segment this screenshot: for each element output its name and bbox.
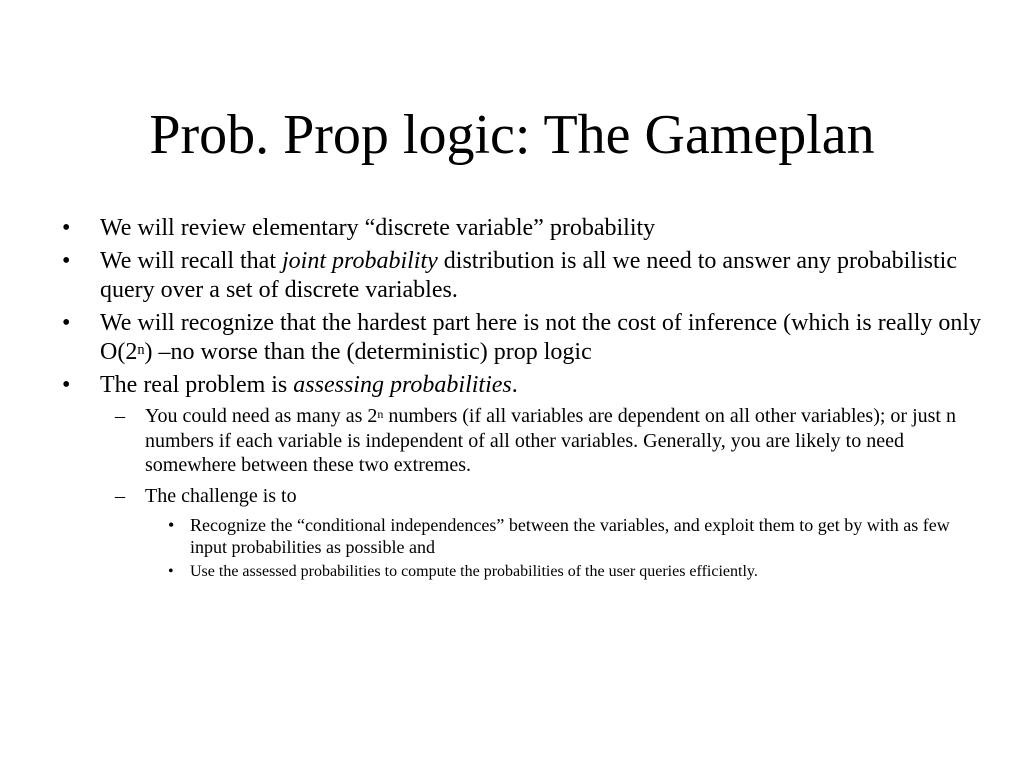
bullet-marker: • (62, 372, 71, 398)
sub-bullet-item (62, 404, 982, 478)
superscript: n (137, 342, 145, 358)
superscript: n (377, 407, 384, 421)
bullet-text-part: ) –no worse than the (deterministic) prop logic (144, 339, 592, 365)
sub-sub-bullet-item (62, 514, 982, 558)
bullet-marker: • (168, 515, 175, 535)
bullet-marker: • (62, 248, 71, 274)
slide-content (62, 214, 982, 586)
bullet-text-part: . (511, 372, 518, 398)
bullet-item (62, 214, 982, 243)
bullet-text-part: The real problem is (100, 372, 294, 398)
bullet-marker: • (62, 310, 71, 336)
bullet-item (62, 309, 982, 367)
sub-bullet-item (62, 484, 982, 509)
bullet-text: We will review elementary “discrete variable” probability (100, 215, 656, 241)
bullet-marker: • (62, 215, 71, 241)
dash-marker: – (115, 484, 125, 507)
emphasis-text: joint probability (282, 248, 438, 274)
bullet-item (62, 371, 982, 400)
dash-marker: – (115, 405, 125, 427)
bullet-marker: • (168, 563, 174, 580)
slide-title: Prob. Prop logic: The Gameplan (149, 104, 875, 166)
sub-sub-bullet-text: Recognize the “conditional independences” between the variables, and exploit them to get by with as few input probabilities as possible and (190, 515, 950, 557)
emphasis-text: assessing probabilities (293, 372, 512, 398)
bullet-text-part: We will recall that (100, 248, 282, 274)
sub-sub-bullet-item (62, 562, 982, 582)
sub-sub-bullet-text: Use the assessed probabilities to compute the probabilities of the user queries efficiently. (190, 563, 758, 580)
sub-bullet-text-part: You could need as many as 2 (145, 405, 378, 427)
bullet-text-part: distribution is all we need to answer any probabilistic query over a set of discrete variables. (100, 248, 958, 303)
sub-bullet-text: The challenge is to (145, 484, 297, 507)
bullet-item (62, 247, 982, 305)
bullet-text-part: We will recognize that the hardest part here is not the cost of inference (which is really only O(2 (100, 310, 982, 365)
sub-bullet-text-part: numbers (if all variables are dependent on all other variables); or just n numbers if each variable is independent of all other variables. Generally, you are likely to need somewhere between these two extremes. (145, 405, 956, 476)
